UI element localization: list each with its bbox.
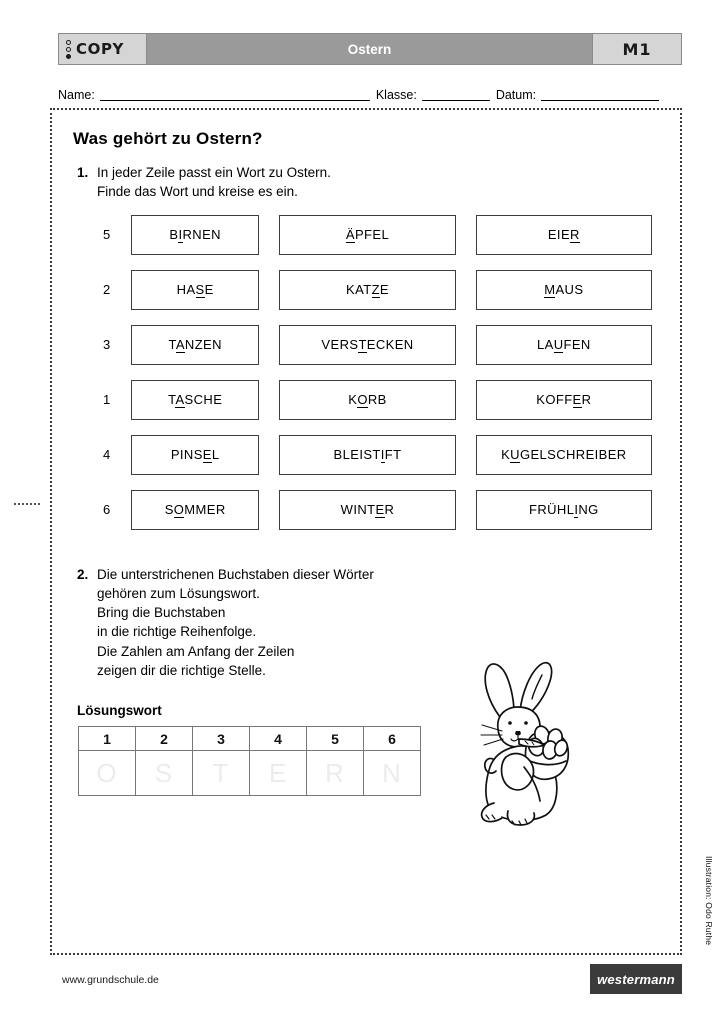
solution-letter-cell[interactable]: O (79, 751, 136, 796)
word-text: SOMMER (164, 502, 226, 517)
name-write-line[interactable] (100, 88, 370, 101)
word-box[interactable] (279, 325, 455, 365)
row-number: 5 (103, 227, 111, 242)
word-text: KATZE (346, 282, 389, 297)
solution-grid (78, 726, 421, 796)
name-label: Name: (58, 88, 95, 102)
page-title: Was gehört zu Ostern? (73, 129, 263, 148)
underlined-letter: M (544, 282, 556, 297)
word-row (100, 317, 652, 372)
word-box[interactable] (279, 380, 455, 420)
solution-number-cell: 3 (193, 727, 250, 751)
row-number: 1 (103, 392, 111, 407)
word-box[interactable] (279, 215, 455, 255)
word-box[interactable] (279, 490, 455, 530)
word-text: KUGELSCHREIBER (501, 447, 627, 462)
word-box[interactable] (476, 270, 652, 310)
footer-url[interactable]: www.grundschule.de (62, 974, 159, 986)
word-box[interactable] (131, 435, 259, 475)
word-grid (100, 207, 652, 537)
task-2-text (97, 565, 374, 680)
word-text: BLEISTIFT (333, 447, 402, 462)
word-text: LAUFEN (536, 337, 591, 352)
underlined-letter: E (572, 392, 582, 407)
datum-write-line[interactable] (541, 88, 659, 101)
solution-number-cell: 6 (364, 727, 421, 751)
task-2-line-3: Bring die Buchstaben (97, 605, 226, 621)
task-2-number: 2. (77, 567, 89, 582)
word-text: WINTER (340, 502, 395, 517)
underlined-letter: U (510, 447, 520, 462)
solution-number-row (79, 727, 421, 751)
solution-number-cell: 4 (250, 727, 307, 751)
word-box[interactable] (476, 490, 652, 530)
underlined-letter: U (553, 337, 564, 352)
word-row (100, 482, 652, 537)
task-1 (77, 163, 331, 201)
word-text: TASCHE (168, 392, 223, 407)
underlined-letter: S (195, 282, 205, 297)
word-box[interactable] (131, 270, 259, 310)
solution-letter-cell[interactable]: S (136, 751, 193, 796)
word-text: BIRNEN (169, 227, 221, 242)
word-box[interactable] (131, 325, 259, 365)
word-row (100, 262, 652, 317)
underlined-letter: E (375, 502, 385, 517)
task-2-line-2: gehören zum Lösungswort. (97, 586, 260, 602)
solution-letter-cell[interactable]: E (250, 751, 307, 796)
westermann-logo: westermann (590, 964, 682, 994)
word-box[interactable] (279, 435, 455, 475)
row-number: 3 (103, 337, 111, 352)
word-text: VERSTECKEN (321, 337, 414, 352)
word-box[interactable] (131, 380, 259, 420)
task-2-line-5: Die Zahlen am Anfang der Zeilen (97, 643, 295, 659)
word-text: TANZEN (168, 337, 222, 352)
solution-letter-cell[interactable]: T (193, 751, 250, 796)
task-1-text (97, 163, 331, 201)
word-text: FRÜHLING (529, 502, 599, 517)
solution-number-cell: 2 (136, 727, 193, 751)
illustration-credit: Illustration: Odo Ruthe (704, 856, 714, 946)
underlined-letter: O (173, 502, 185, 517)
row-number: 4 (103, 447, 111, 462)
copy-dots-icon (66, 40, 71, 59)
klasse-write-line[interactable] (422, 88, 490, 101)
word-box[interactable] (476, 380, 652, 420)
word-box[interactable] (279, 270, 455, 310)
klasse-label: Klasse: (375, 88, 417, 102)
task-1-line-2: Finde das Wort und kreise es ein. (97, 184, 298, 200)
word-text: EIER (547, 227, 580, 242)
task-1-number: 1. (77, 165, 89, 180)
underlined-letter: A (175, 337, 185, 352)
word-row (100, 207, 652, 262)
task-2 (77, 565, 374, 680)
datum-label: Datum: (495, 88, 537, 102)
sheet-code-badge: M1 (593, 34, 681, 64)
copy-badge (59, 34, 147, 64)
word-text: KOFFER (536, 392, 592, 407)
task-1-line-1: In jeder Zeile passt ein Wort zu Ostern. (97, 165, 331, 180)
word-text: ÄPFEL (345, 227, 390, 242)
underlined-letter: O (357, 392, 368, 407)
underlined-letter: Ä (345, 227, 355, 242)
underlined-letter: A (175, 392, 185, 407)
task-2-line-1: Die unterstrichenen Buchstaben dieser Wörter (97, 567, 374, 582)
fold-mark (14, 503, 40, 505)
task-2-line-4: in die richtige Reihenfolge. (97, 624, 257, 640)
underlined-letter: I (178, 227, 183, 242)
word-row (100, 372, 652, 427)
task-2-line-6: zeigen dir die richtige Stelle. (97, 662, 266, 678)
easter-bunny-illustration (462, 655, 602, 830)
underlined-letter: R (570, 227, 580, 242)
solution-label: Lösungswort (77, 703, 162, 718)
copy-label: COPY (76, 40, 125, 58)
word-text: MAUS (544, 282, 584, 297)
underlined-letter: E (202, 447, 212, 462)
solution-letter-cell[interactable]: R (307, 751, 364, 796)
solution-number-cell: 1 (79, 727, 136, 751)
student-meta-row (58, 84, 682, 102)
solution-number-cell: 5 (307, 727, 364, 751)
word-box[interactable] (476, 325, 652, 365)
underlined-letter: T (358, 337, 367, 352)
solution-letter-cell[interactable]: N (364, 751, 421, 796)
word-box[interactable] (131, 490, 259, 530)
row-number: 6 (103, 502, 111, 517)
underlined-letter: I (380, 447, 385, 462)
word-box[interactable] (476, 215, 652, 255)
row-number: 2 (103, 282, 111, 297)
underlined-letter: Z (371, 282, 380, 297)
word-text: HASE (176, 282, 214, 297)
sheet-header (58, 33, 682, 65)
word-box[interactable] (131, 215, 259, 255)
solution-letter-row (79, 751, 421, 796)
word-text: KORB (348, 392, 387, 407)
underlined-letter: I (574, 502, 579, 517)
sheet-title-band: Ostern (147, 34, 593, 64)
word-text: PINSEL (170, 447, 220, 462)
word-box[interactable] (476, 435, 652, 475)
word-row (100, 427, 652, 482)
